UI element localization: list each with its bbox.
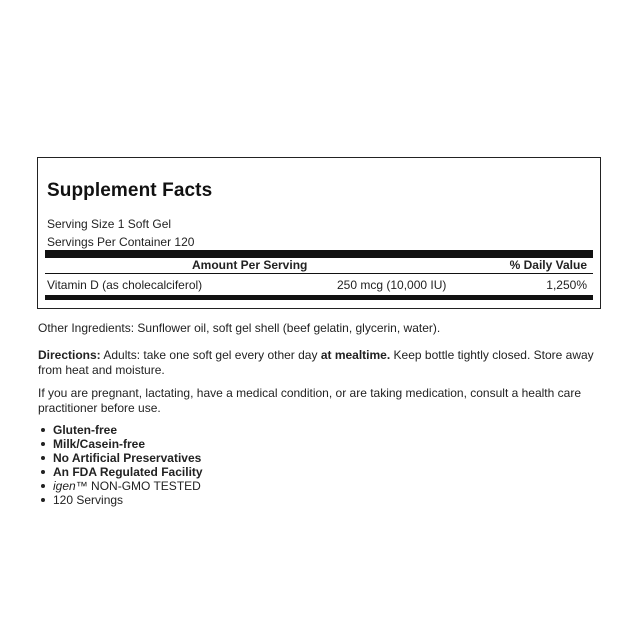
warning-text: If you are pregnant, lactating, have a medical condition, or are taking medication, consult a health care practitioner before use. xyxy=(38,386,581,415)
thin-divider xyxy=(45,273,593,274)
thick-divider-bottom xyxy=(45,295,593,300)
list-item: Milk/Casein-free xyxy=(38,437,203,451)
nutrient-daily-value: 1,250% xyxy=(546,278,587,292)
list-item: An FDA Regulated Facility xyxy=(38,465,203,479)
nutrient-amount: 250 mcg (10,000 IU) xyxy=(337,278,447,292)
list-item: Gluten-free xyxy=(38,423,203,437)
other-ingredients: Other Ingredients: Sunflower oil, soft gel shell (beef gelatin, glycerin, water). xyxy=(38,321,441,335)
daily-value-header: % Daily Value xyxy=(509,258,587,272)
supplement-facts-title: Supplement Facts xyxy=(47,180,213,201)
directions xyxy=(38,348,598,378)
directions-emphasis: at mealtime. xyxy=(320,348,391,362)
list-item: 120 Servings xyxy=(38,493,203,507)
feature-list xyxy=(38,423,203,507)
directions-text-2: Keep bottle tightly closed. Store away from heat and moisture. xyxy=(38,348,594,377)
servings-per-container: Servings Per Container 120 xyxy=(47,235,195,249)
nutrient-name: Vitamin D (as cholecalciferol) xyxy=(47,278,203,292)
supplement-facts-panel xyxy=(37,157,601,309)
directions-text-1: Adults: take one soft gel every other day xyxy=(100,348,321,362)
igen-brand: igen™ xyxy=(53,479,88,493)
directions-label: Directions: xyxy=(38,348,101,362)
non-gmo-text: NON-GMO TESTED xyxy=(91,479,201,493)
list-item: No Artificial Preservatives xyxy=(38,451,203,465)
list-item xyxy=(38,479,203,493)
thick-divider-top xyxy=(45,250,593,258)
serving-size: Serving Size 1 Soft Gel xyxy=(47,217,172,231)
amount-per-serving-header: Amount Per Serving xyxy=(192,258,308,272)
